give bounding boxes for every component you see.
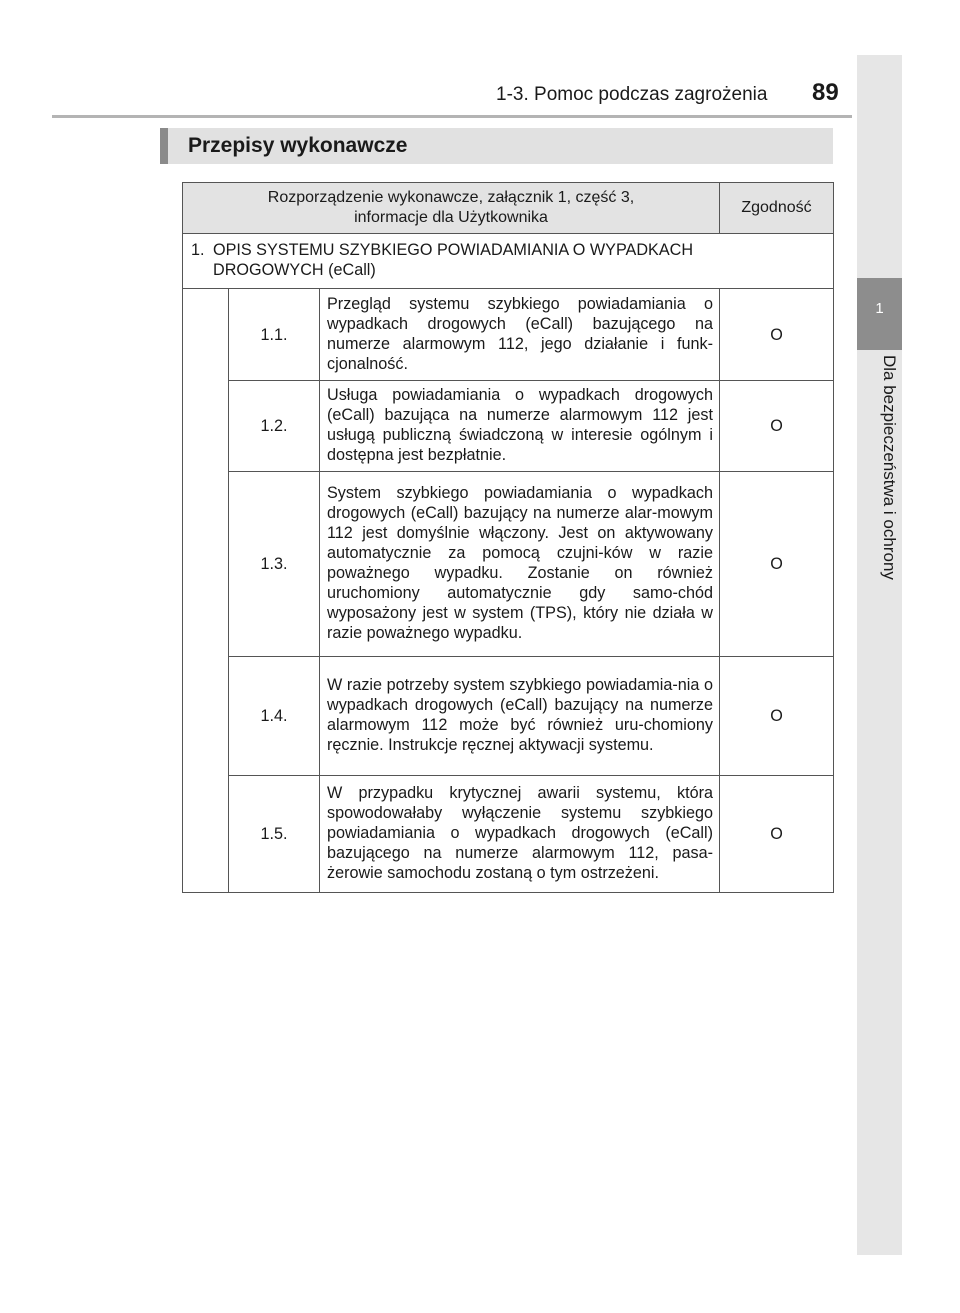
row-number: 1.4. xyxy=(229,657,320,776)
row-compliance: O xyxy=(720,657,834,776)
header-regulation xyxy=(183,183,720,234)
row-compliance: O xyxy=(720,776,834,893)
row-compliance: O xyxy=(720,381,834,472)
row-description: System szybkiego powiadamiania o wypadkach drogowych (eCall) bazujący na numerze alar-mowym 112 jest domyślnie włączony. Jest on aktywowany automatycznie za pomocą czujni-ków w razie poważnego wypadku. Zostanie on również uruchomiony automatycznie gdy samo-chód wyposażony jest w system (TPS), który nie działa w razie poważnego wypadku. xyxy=(320,472,720,657)
section-number: 1. xyxy=(191,241,205,259)
header-rule xyxy=(52,115,852,118)
row-description: W razie potrzeby system szybkiego powiadamia-nia o wypadkach drogowych (eCall) bazujący na numerze alarmowym 112 może być również uru-chomiony ręcznie. Instrukcje ręcznej aktywacji systemu. xyxy=(320,657,720,776)
row-number: 1.3. xyxy=(229,472,320,657)
table-row xyxy=(183,289,834,381)
page-number: 89 xyxy=(812,79,839,106)
table-header-row xyxy=(183,183,834,234)
running-header: 1-3. Pomoc podczas zagrożenia xyxy=(496,84,768,105)
row-number: 1.1. xyxy=(229,289,320,381)
section-title-line1: OPIS SYSTEMU SZYBKIEGO POWIADAMIANIA O WYPADKACH xyxy=(213,241,694,259)
indent-cell xyxy=(183,289,229,893)
header-regulation-line1: Rozporządzenie wykonawcze, załącznik 1, część 3, xyxy=(267,189,635,206)
row-compliance: O xyxy=(720,472,834,657)
section-title: Przepisy wykonawcze xyxy=(188,134,408,157)
table-row xyxy=(183,776,834,893)
row-number: 1.2. xyxy=(229,381,320,472)
chapter-title: Dla bezpieczeństwa i ochrony xyxy=(880,355,899,580)
header-compliance: Zgodność xyxy=(720,183,834,234)
section-title-bar xyxy=(160,128,833,164)
table-row xyxy=(183,657,834,776)
row-description: Usługa powiadamiania o wypadkach drogowych (eCall) bazująca na numerze alarmowym 112 jest usługą publiczną świadczoną w interesie ogólnym i dostępna jest bezpłatnie. xyxy=(320,381,720,472)
row-number: 1.5. xyxy=(229,776,320,893)
section-row xyxy=(183,234,834,289)
chapter-side-tab xyxy=(857,55,902,1255)
row-description: Przegląd systemu szybkiego powiadamiania o wypadkach drogowych (eCall) bazującego na numerze alarmowym 112, jego działanie i funk-cjonalność. xyxy=(320,289,720,381)
table-row xyxy=(183,381,834,472)
regulation-table xyxy=(182,182,834,893)
section-title-line2: DROGOWYCH (eCall) xyxy=(213,261,376,279)
chapter-number: 1 xyxy=(875,300,884,317)
section-heading-cell xyxy=(183,234,834,289)
header-regulation-line2: informacje dla Użytkownika xyxy=(354,209,548,226)
row-compliance: O xyxy=(720,289,834,381)
row-description: W przypadku krytycznej awarii systemu, która spowodowałaby wyłączenie systemu szybkiego powiadamiania o wypadkach drogowych (eCall) bazującego na numerze alarmowym 112, pasa-żerowie samochodu zostaną o tym ostrzeżeni. xyxy=(320,776,720,893)
table-row xyxy=(183,472,834,657)
